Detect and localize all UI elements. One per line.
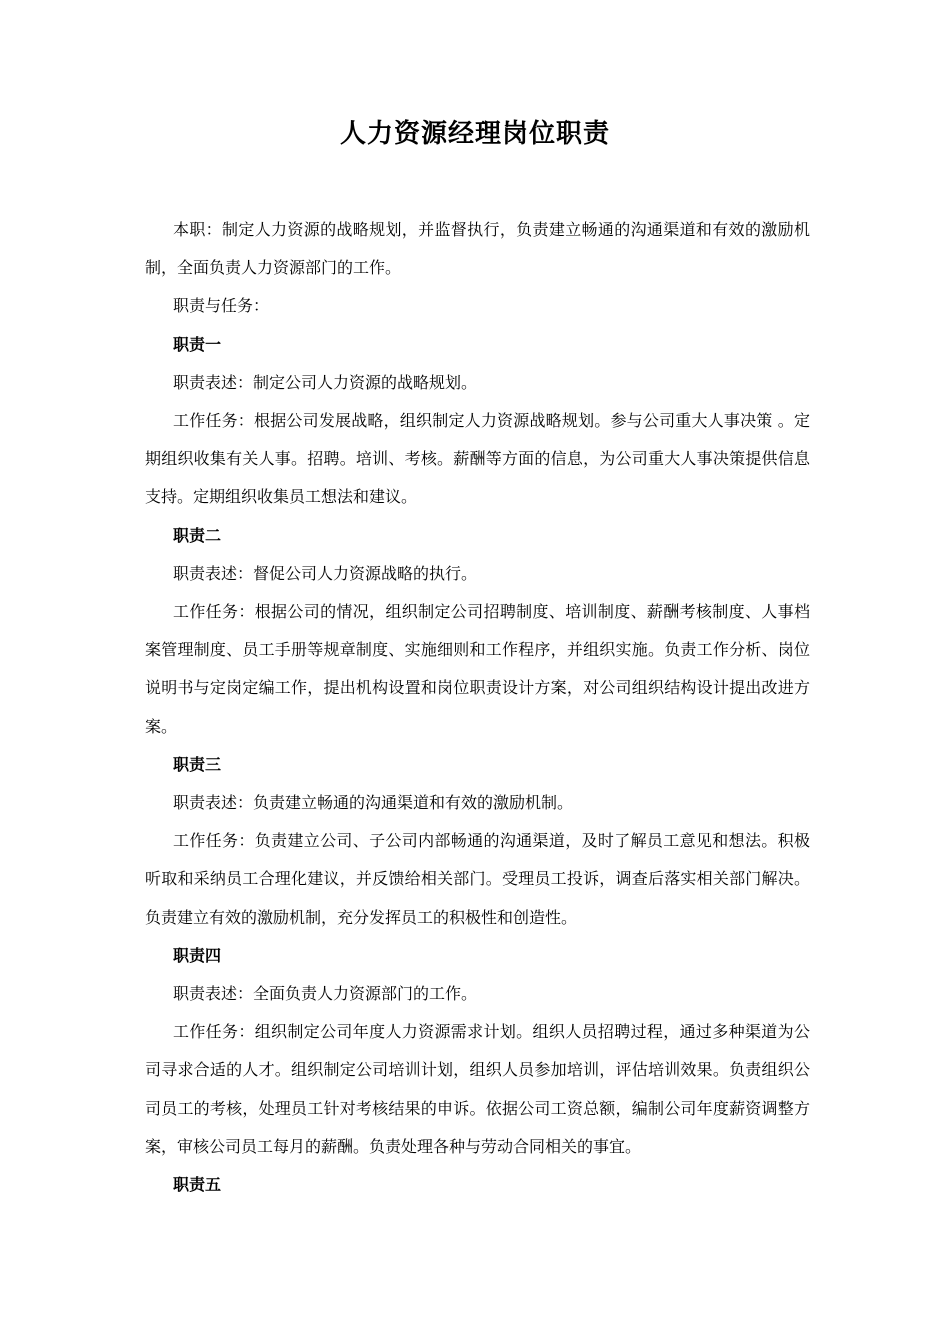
section-heading: 职责二 — [173, 525, 222, 545]
section-description: 职责表述：制定公司人力资源的战略规划。 — [173, 372, 478, 392]
section-description: 职责表述：负责建立畅通的沟通渠道和有效的激励机制。 — [173, 793, 574, 813]
section-description: 职责表述：督促公司人力资源战略的执行。 — [173, 563, 478, 583]
section-tasks: 工作任务：根据公司的情况，组织制定公司招聘制度、培训制度、薪酬考核制度、人事档案管理制度、员工手册等规章制度、实施细则和工作程序，并组织实施。负责工作分析、岗位说明书与定岗定编工作，提出机构设置和岗位职责设计方案，对公司组织结构设计提出改进方案。 — [145, 602, 810, 736]
intro-paragraph: 本职：制定人力资源的战略规划，并监督执行，负责建立畅通的沟通渠道和有效的激励机制，全面负责人力资源部门的工作。 — [145, 220, 810, 278]
document-title: 人力资源经理岗位职责 — [339, 119, 610, 149]
section-tasks: 工作任务：负责建立公司、子公司内部畅通的沟通渠道，及时了解员工意见和想法。积极听取和采纳员工合理化建议，并反馈给相关部门。受理员工投诉，调查后落实相关部门解决。负责建立有效的激励机制，充分发挥员工的积极性和创造性。 — [145, 831, 810, 927]
section-tasks: 工作任务：根据公司发展战略，组织制定人力资源战略规划。参与公司重大人事决策 。定期组织收集有关人事。招聘。培训、考核。薪酬等方面的信息，为公司重大人事决策提供信息支持。定期组织收集员工想法和建议。 — [145, 411, 810, 507]
section-tasks: 工作任务：组织制定公司年度人力资源需求计划。组织人员招聘过程，通过多种渠道为公司寻求合适的人才。组织制定公司培训计划，组织人员参加培训，评估培训效果。负责组织公司员工的考核，处理员工针对考核结果的申诉。依据公司工资总额，编制公司年度薪资调整方案，审核公司员工每月的薪酬。负责处理各种与劳动合同相关的事宜。 — [145, 1022, 810, 1156]
section-heading: 职责一 — [173, 334, 222, 354]
section-heading: 职责四 — [173, 945, 222, 965]
section-description: 职责表述：全面负责人力资源部门的工作。 — [173, 984, 478, 1004]
document-body — [145, 211, 810, 1204]
duties-label: 职责与任务： — [173, 296, 270, 316]
section-heading: 职责三 — [173, 754, 222, 774]
section-heading: 职责五 — [173, 1175, 222, 1195]
